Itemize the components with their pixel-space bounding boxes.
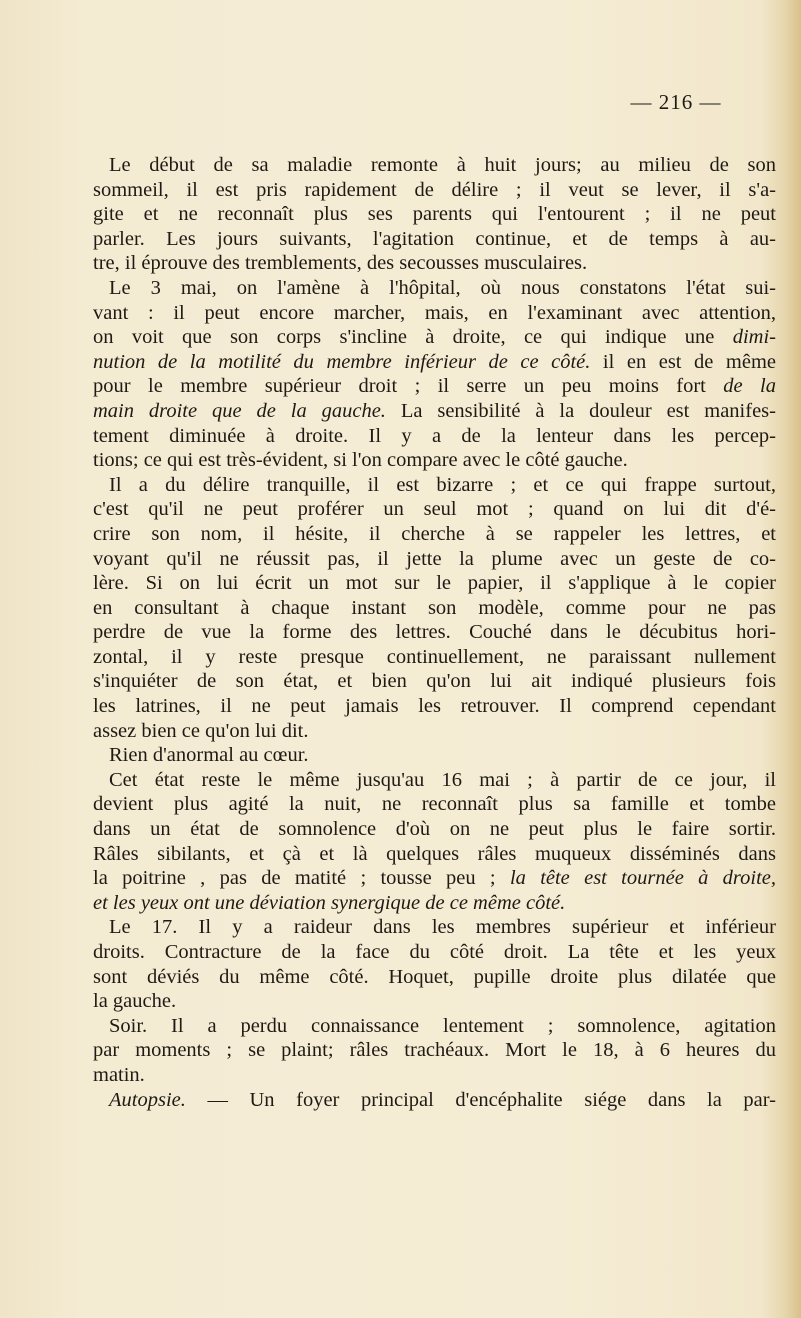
text-line bbox=[93, 1063, 776, 1088]
text-segment: en consultant à chaque instant son modèle, comme pour ne pas bbox=[93, 596, 776, 619]
text-line bbox=[93, 792, 776, 817]
text-segment: tement diminuée à droite. Il y a de la lenteur dans les percep- bbox=[93, 424, 776, 447]
text-line bbox=[93, 940, 776, 965]
text-line bbox=[93, 989, 776, 1014]
text-segment: Râles sibilants, et çà et là quelques râles muqueux disséminés dans bbox=[93, 842, 776, 865]
text-line bbox=[93, 1014, 776, 1039]
text-segment: parler. Les jours suivants, l'agitation continue, et de temps à au- bbox=[93, 227, 776, 250]
text-segment: assez bien ce qu'on lui dit. bbox=[93, 719, 309, 742]
italic-text: main droite que de la gauche. bbox=[93, 399, 386, 422]
text-line bbox=[93, 915, 776, 940]
text-line bbox=[93, 424, 776, 449]
text-line bbox=[93, 547, 776, 572]
text-segment: les latrines, il ne peut jamais les retrouver. Il comprend cependant bbox=[93, 695, 776, 718]
text-segment: matin. bbox=[93, 1063, 145, 1086]
text-segment: c'est qu'il ne peut proférer un seul mot ; quand on lui dit d'é- bbox=[93, 498, 776, 521]
text-segment: la gauche. bbox=[93, 990, 177, 1013]
text-line bbox=[93, 374, 776, 399]
italic-text: et les yeux ont une déviation synergique de ce même côté. bbox=[93, 891, 566, 914]
text-line bbox=[93, 251, 776, 276]
text-line bbox=[93, 1088, 776, 1113]
text-segment: zontal, il y reste presque continuellement, ne paraissant nullement bbox=[93, 645, 776, 668]
text-line bbox=[93, 1038, 776, 1063]
text-line bbox=[93, 743, 776, 768]
text-line bbox=[93, 448, 776, 473]
text-segment: sont déviés du même côté. Hoquet, pupille droite plus dilatée que bbox=[93, 965, 776, 988]
text-line bbox=[93, 522, 776, 547]
text-segment: tre, il éprouve des tremblements, des secousses musculaires. bbox=[93, 252, 588, 275]
text-line bbox=[93, 965, 776, 990]
text-line bbox=[93, 399, 776, 424]
body-text bbox=[93, 153, 776, 1112]
text-segment: vant : il peut encore marcher, mais, en l'examinant avec attention, bbox=[93, 301, 776, 324]
text-segment: Le début de sa maladie remonte à huit jours; au milieu de son bbox=[109, 154, 776, 176]
text-segment: la poitrine , pas de matité ; tousse peu ; bbox=[93, 867, 510, 890]
text-line bbox=[93, 350, 776, 375]
text-line bbox=[93, 276, 776, 301]
text-segment: Le 3 mai, on l'amène à l'hôpital, où nous constatons l'état sui- bbox=[109, 276, 776, 299]
text-line bbox=[93, 768, 776, 793]
text-segment: devient plus agité la nuit, ne reconnaît plus sa famille et tombe bbox=[93, 793, 776, 816]
text-segment: — Un foyer principal d'encéphalite siége dans la par- bbox=[185, 1088, 776, 1111]
text-line bbox=[93, 202, 776, 227]
text-segment: droits. Contracture de la face du côté droit. La tête et les yeux bbox=[93, 941, 776, 963]
text-line bbox=[93, 227, 776, 252]
italic-text: nution de la motilité du membre inférieur de ce côté. bbox=[93, 350, 591, 373]
text-segment: pour le membre supérieur droit ; il serre un peu moins fort bbox=[93, 375, 724, 398]
text-segment: voyant qu'il ne réussit pas, il jette la plume avec un geste de co- bbox=[93, 547, 776, 570]
text-segment: il en est de même bbox=[590, 350, 776, 373]
text-segment: La sensibilité à la douleur est manifes- bbox=[385, 399, 776, 422]
text-line bbox=[93, 497, 776, 522]
text-segment: lère. Si on lui écrit un mot sur le papier, il s'applique à le copier bbox=[93, 572, 776, 595]
text-segment: Rien d'anormal au cœur. bbox=[109, 744, 309, 767]
text-line bbox=[93, 669, 776, 694]
text-line bbox=[93, 153, 776, 178]
text-line bbox=[93, 571, 776, 596]
italic-text: de la bbox=[723, 375, 776, 398]
text-line bbox=[93, 842, 776, 867]
text-line bbox=[93, 325, 776, 350]
text-line bbox=[93, 694, 776, 719]
text-segment: s'inquiéter de son état, et bien qu'on lui ait indiqué plusieurs fois bbox=[93, 670, 776, 693]
text-segment: Le 17. Il y a raideur dans les membres supérieur et inférieur bbox=[109, 916, 776, 939]
text-segment: perdre de vue la forme des lettres. Couché dans le décubitus hori- bbox=[93, 621, 776, 644]
text-segment: sommeil, il est pris rapidement de délire ; il veut se lever, il s'a- bbox=[93, 178, 776, 201]
page-number: — 216 — bbox=[630, 90, 722, 114]
text-line bbox=[93, 473, 776, 498]
text-segment: on voit que son corps s'incline à droite, ce qui indique une bbox=[93, 326, 733, 349]
text-segment: crire son nom, il hésite, il cherche à se rappeler les lettres, et bbox=[93, 522, 776, 545]
text-segment: gite et ne reconnaît plus ses parents qui l'entourent ; il ne peut bbox=[93, 203, 776, 226]
text-line bbox=[93, 817, 776, 842]
text-segment: Il a du délire tranquille, il est bizarre ; et ce qui frappe surtout, bbox=[109, 473, 776, 496]
text-line bbox=[93, 301, 776, 326]
italic-text: dimi- bbox=[732, 326, 776, 349]
text-line bbox=[93, 178, 776, 203]
italic-text: Autopsie. bbox=[109, 1088, 186, 1111]
text-line bbox=[93, 866, 776, 891]
text-segment: Soir. Il a perdu connaissance lentement ; somnolence, agitation bbox=[109, 1014, 776, 1037]
text-segment: Cet état reste le même jusqu'au 16 mai ; à partir de ce jour, il bbox=[109, 768, 776, 791]
text-segment: dans un état de somnolence d'où on ne peut plus le faire sortir. bbox=[93, 818, 776, 841]
text-line bbox=[93, 645, 776, 670]
italic-text: la tête est tournée à droite, bbox=[509, 867, 776, 890]
text-segment: par moments ; se plaint; râles trachéaux. Mort le 18, à 6 heures du bbox=[93, 1039, 776, 1062]
text-line bbox=[93, 620, 776, 645]
text-line bbox=[93, 891, 776, 916]
text-segment: tions; ce qui est très-évident, si l'on compare avec le côté gauche. bbox=[93, 449, 628, 472]
text-line bbox=[93, 719, 776, 744]
text-line bbox=[93, 596, 776, 621]
